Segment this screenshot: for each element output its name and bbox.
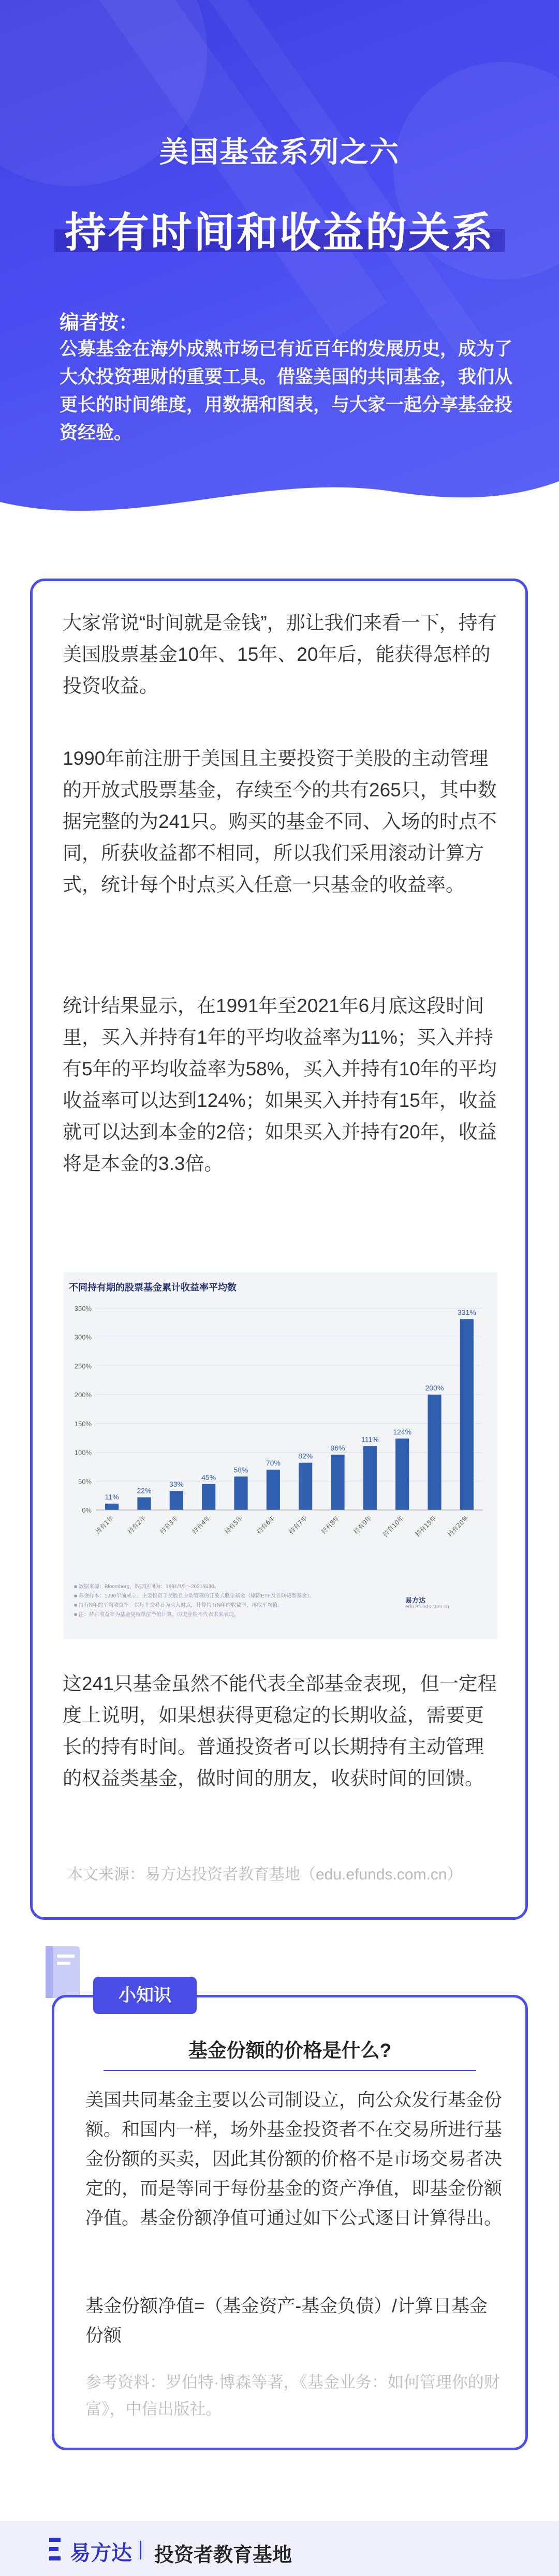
bar [395, 1439, 409, 1510]
article-paragraph-2: 1990年前注册于美国且主要投资于美股的主动管理的开放式股票基金，存续至今的共有265只，其中数据完整的为241只。购买的基金不同、入场的时点不同，所获收益都不相同，所以我们采用滚动计算方式，统计每个时点买入任意一只基金的收益率。 [63, 748, 497, 895]
bar [331, 1455, 344, 1510]
chart-note: ■ 注：持有收益率为基金复权单位净值计算。历史业绩不代表未来表现。 [74, 1612, 239, 1618]
main-title: 持有时间和收益的关系 [65, 210, 494, 256]
y-tick-label: 200% [74, 1391, 92, 1399]
chart-plot [64, 1272, 497, 1582]
bar-value-label: 82% [298, 1452, 313, 1460]
bar-value-label: 11% [105, 1492, 119, 1501]
knowledge-card [52, 1995, 528, 2450]
x-tick-label: 持有9年 [352, 1514, 373, 1535]
bar [202, 1484, 215, 1510]
bar [460, 1319, 474, 1510]
y-tick-label: 250% [74, 1362, 92, 1370]
footer-base-name: 投资者教育基地 [154, 2544, 292, 2566]
y-tick-label: 300% [74, 1333, 92, 1341]
x-tick-label: 持有7年 [287, 1514, 309, 1535]
bar-value-label: 331% [457, 1308, 476, 1317]
x-tick-label: 持有20年 [446, 1514, 470, 1538]
x-tick-label: 持有8年 [319, 1514, 341, 1535]
chart-note: ■ 持有N年的平均收益率：以每个交易日为买入时点，计算持有N年的收益率，再取平均值。 [74, 1603, 283, 1608]
knowledge-tag: 小知识 [93, 1977, 197, 2014]
bar [363, 1446, 377, 1510]
bar-value-label: 96% [330, 1444, 345, 1453]
article-paragraph-1: 大家常说“时间就是金钱”，那让我们来看一下，持有美国股票基金10年、15年、20年后，能获得怎样的投资收益。 [63, 612, 497, 697]
x-tick-label: 持有15年 [414, 1514, 438, 1538]
chart-logo-url: edu.efunds.com.cn [405, 1604, 449, 1610]
knowledge-paragraph: 美国共同基金主要以公司制设立，向公众发行基金份额。和国内一样，场外基金投资者不在交易所进行基金份额的买卖，因此其份额的价格不是市场交易者决定的，而是等同于每份基金的资产净值，即基金份额净值。基金份额净值可通过如下公式逐日计算得出。 [85, 2090, 503, 2228]
bar [428, 1395, 441, 1510]
article-source: 本文来源：易方达投资者教育基地（edu.efunds.com.cn） [67, 1866, 463, 1883]
bar-value-label: 58% [233, 1465, 248, 1474]
knowledge-title: 基金份额的价格是什么? [188, 2040, 392, 2061]
hero-banner [0, 0, 559, 523]
x-tick-label: 持有3年 [158, 1514, 180, 1535]
hero-wave [0, 466, 559, 523]
article-paragraph-4: 这241只基金虽然不能代表全部基金表现，但一定程度上说明，如果想获得更稳定的长期收益，需要更长的持有时间。普通投资者可以长期持有主动管理的权益类基金，做时间的朋友，收获时间的回馈。 [63, 1673, 497, 1789]
y-tick-label: 150% [74, 1419, 92, 1428]
y-tick-label: 100% [74, 1448, 92, 1457]
returns-chart [64, 1272, 497, 1639]
chart-title: 不同持有期的股票基金累计收益率平均数 [69, 1282, 237, 1293]
main-title-box [54, 199, 505, 254]
x-tick-label: 持有5年 [223, 1514, 244, 1535]
x-tick-label: 持有10年 [381, 1514, 406, 1538]
brand-logo-icon [49, 2537, 61, 2562]
chart-logo: 易方达 [405, 1596, 426, 1604]
bar [105, 1504, 119, 1510]
editor-note-label: 编者按： [60, 312, 139, 334]
bar-value-label: 70% [266, 1459, 281, 1467]
y-tick-label: 0% [82, 1506, 92, 1514]
y-tick-label: 50% [78, 1477, 92, 1486]
chart-note: ■ 数据来源：Bloomberg，数据区间为：1991/1/2～2021/6/30。 [74, 1584, 219, 1590]
footer-brand: 易方达 [70, 2542, 132, 2565]
knowledge-divider [104, 2070, 476, 2071]
bar-value-label: 200% [425, 1384, 444, 1393]
bar-value-label: 22% [137, 1486, 152, 1495]
bar [267, 1470, 280, 1510]
y-tick-label: 350% [74, 1305, 92, 1312]
bar-value-label: 124% [393, 1427, 412, 1436]
bar [299, 1463, 312, 1510]
bar [170, 1491, 183, 1510]
bar [137, 1497, 151, 1510]
x-tick-label: 持有2年 [126, 1514, 148, 1535]
chart-notes [74, 1582, 364, 1620]
article-card [30, 579, 528, 1920]
knowledge-formula: 基金份额净值=（基金资产-基金负债）/计算日基金份额 [85, 2296, 488, 2346]
bar [234, 1476, 247, 1510]
article-paragraph-3: 统计结果显示，在1991年至2021年6月底这段时间里，买入并持有1年的平均收益率为11%；买入并持有5年的平均收益率为58%，买入并持有10年的平均收益率可以达到124%；如果买入并持有15年，收益就可以达到本金的2倍；如果买入并持有20年，收益将是本金的3.3倍。 [63, 995, 497, 1174]
editor-note-text: 公募基金在海外成熟市场已有近百年的发展历史，成为了大众投资理财的重要工具。借鉴美国的共同基金，我们从更长的时间维度，用数据和图表，与大家一起分享基金投资经验。 [60, 339, 513, 443]
bar-value-label: 33% [169, 1480, 184, 1489]
footer-divider [140, 2541, 141, 2559]
chart-note: ■ 基金样本：1990年前成立、主要投资于美股且主动管理的开放式股票基金（剔除ETF及非联接型基金）。 [74, 1593, 315, 1599]
x-tick-label: 持有1年 [94, 1514, 115, 1535]
knowledge-reference: 参考资料：罗伯特·博森等著，《基金业务：如何管理你的财富》，中信出版社。 [85, 2373, 500, 2418]
footer [0, 2521, 559, 2576]
x-tick-label: 持有6年 [255, 1514, 276, 1535]
series-title: 美国基金系列之六 [159, 136, 400, 168]
bar-value-label: 111% [361, 1435, 379, 1444]
x-tick-label: 持有4年 [190, 1514, 212, 1535]
bar-value-label: 45% [201, 1473, 216, 1482]
